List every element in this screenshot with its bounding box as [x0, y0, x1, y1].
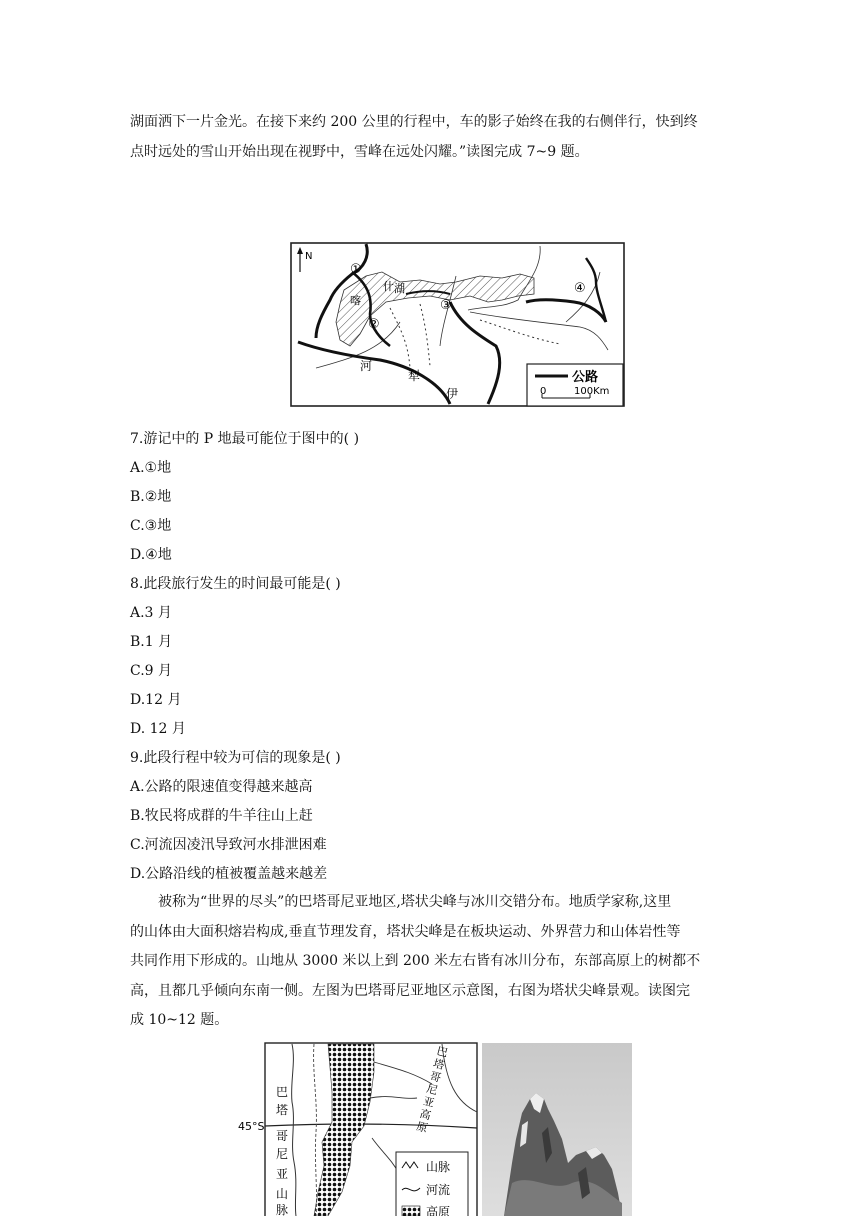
mountain-label-5: 亚: [276, 1167, 289, 1181]
marker-2: ②: [368, 317, 380, 332]
scale-zero: 0: [540, 386, 547, 397]
legend-river: 河流: [426, 1183, 451, 1197]
question-7-option-c[interactable]: C.③地: [130, 518, 172, 534]
question-9-option-d[interactable]: D.公路沿线的植被覆盖越来越差: [130, 866, 328, 882]
river-label-2: 犁: [408, 369, 421, 383]
passage-line-2: 的山体由大面积熔岩构成,垂直节理发育，塔状尖峰是在板块运动、外界营力和山体岩性等: [130, 923, 681, 940]
question-9-option-b[interactable]: B.牧民将成群的牛羊往山上赶: [130, 808, 313, 824]
plateau-label-3: 哥: [428, 1069, 443, 1085]
question-7-option-a[interactable]: A.①地: [130, 460, 172, 476]
xinjiang-road-map: [290, 242, 626, 408]
river-label-1: 河: [360, 359, 373, 373]
plateau-label-6: 高: [418, 1107, 433, 1123]
mountain-label-1: 巴: [276, 1085, 289, 1099]
legend-plateau: 高原: [426, 1205, 451, 1216]
passage-line-3: 共同作用下形成的。山地从 3000 米以上到 200 米左右皆有冰川分布，东部高原上的树都不: [130, 953, 701, 969]
mountain-label-4: 尼: [276, 1147, 289, 1161]
north-label: N: [305, 251, 313, 262]
intro-line-2: 点时远处的雪山开始出现在视野中，雪峰在远处闪耀。”读图完成 7~9 题。: [130, 144, 589, 160]
question-8-option-a[interactable]: A.3 月: [130, 605, 172, 621]
question-7-option-b[interactable]: B.②地: [130, 489, 172, 505]
scale-value: 100Km: [574, 386, 610, 397]
question-7-stem: 7.游记中的 P 地最可能位于图中的( ): [130, 431, 360, 447]
lake-label-1: 喀: [350, 294, 361, 307]
plateau-label-2: 塔: [431, 1056, 446, 1073]
question-8-stem: 8.此段旅行发生的时间最可能是( ): [130, 576, 341, 592]
plateau-label-7: 原: [415, 1119, 430, 1136]
question-9-stem: 9.此段行程中较为可信的现象是( ): [130, 750, 341, 766]
question-8-option-d[interactable]: D.12 月: [130, 692, 182, 708]
marker-3: ③: [440, 298, 452, 313]
passage-line-1: 被称为“世界的尽头”的巴塔哥尼亚地区,塔状尖峰与冰川交错分布。地质学家称,这里: [158, 894, 672, 910]
plateau-label-1: 巴: [435, 1044, 450, 1060]
patagonia-map: [232, 1042, 480, 1216]
question-9-option-a[interactable]: A.公路的限速值变得越来越高: [130, 779, 313, 795]
marker-4: ④: [574, 281, 586, 296]
legend-mountain: 山脉: [426, 1160, 451, 1174]
question-7-option-d[interactable]: D.④地: [130, 547, 172, 563]
lake-label-2: 什: [383, 280, 394, 293]
mountain-label-3: 哥: [276, 1129, 289, 1143]
lake-label-3: 湖: [394, 282, 405, 295]
question-8-option-c[interactable]: C.9 月: [130, 663, 173, 679]
passage-line-5: 成 10~12 题。: [130, 1012, 229, 1028]
mountain-label-7: 脉: [276, 1203, 289, 1216]
question-9-option-c[interactable]: C.河流因凌汛导致河水排泄困难: [130, 837, 327, 853]
mountain-label-6: 山: [276, 1187, 289, 1201]
legend-road: 公路: [572, 370, 599, 385]
intro-line-1: 湖面洒下一片金光。在接下来约 200 公里的行程中，车的影子始终在我的右侧伴行，快到终: [130, 114, 698, 130]
plateau-label-5: 亚: [421, 1094, 436, 1110]
marker-1: ①: [350, 262, 362, 277]
patagonia-passage: [130, 888, 730, 1036]
tower-peak-photo: [482, 1043, 632, 1216]
question-8-option-d-dup[interactable]: D. 12 月: [130, 721, 186, 737]
passage-line-4: 高，且都几乎倾向东南一侧。左图为巴塔哥尼亚地区示意图，右图为塔状尖峰景观。读图完: [130, 982, 690, 999]
question-8-option-b[interactable]: B.1 月: [130, 634, 173, 650]
river-label-3: 伊: [446, 387, 459, 401]
plateau-label-4: 尼: [425, 1082, 440, 1098]
mountain-label-2: 塔: [276, 1103, 289, 1117]
latitude-label: 45°S: [238, 1120, 265, 1133]
